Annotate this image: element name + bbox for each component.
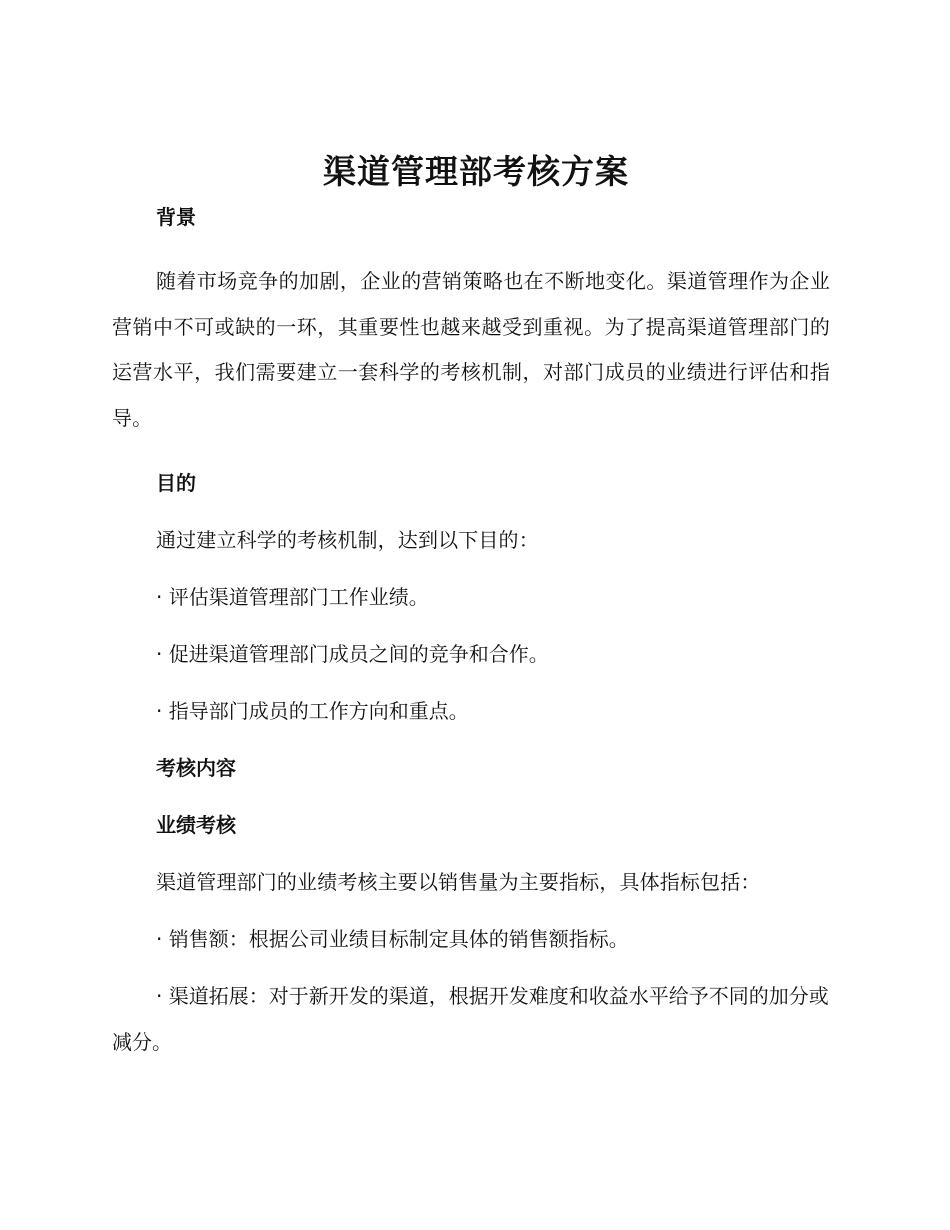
section-heading-background: 背景 xyxy=(156,205,196,229)
purpose-bullet-2: · 促进渠道管理部门成员之间的竞争和合作。 xyxy=(156,642,549,666)
purpose-bullet-3: · 指导部门成员的工作方向和重点。 xyxy=(156,699,469,723)
performance-intro: 渠道管理部门的业绩考核主要以销售量为主要指标，具体指标包括： xyxy=(156,870,761,894)
purpose-intro: 通过建立科学的考核机制，达到以下目的： xyxy=(156,528,539,552)
section-heading-performance: 业绩考核 xyxy=(156,813,236,837)
section-heading-content: 考核内容 xyxy=(156,756,236,780)
document-title: 渠道管理部考核方案 xyxy=(323,152,629,191)
background-paragraph: 随着市场竞争的加剧，企业的营销策略也在不断地变化。渠道管理作为企业营销中不可或缺的一环，其重要性也越来越受到重视。为了提高渠道管理部门的运营水平，我们需要建立一套科学的考核机制，对部门成员的业绩进行评估和指导。 xyxy=(112,269,830,430)
section-heading-purpose: 目的 xyxy=(156,471,196,495)
performance-bullet-1: · 销售额：根据公司业绩目标制定具体的销售额指标。 xyxy=(156,927,629,951)
performance-bullet-2: · 渠道拓展：对于新开发的渠道，根据开发难度和收益水平给予不同的加分或减分。 xyxy=(112,984,829,1054)
purpose-bullet-1: · 评估渠道管理部门工作业绩。 xyxy=(156,585,429,609)
